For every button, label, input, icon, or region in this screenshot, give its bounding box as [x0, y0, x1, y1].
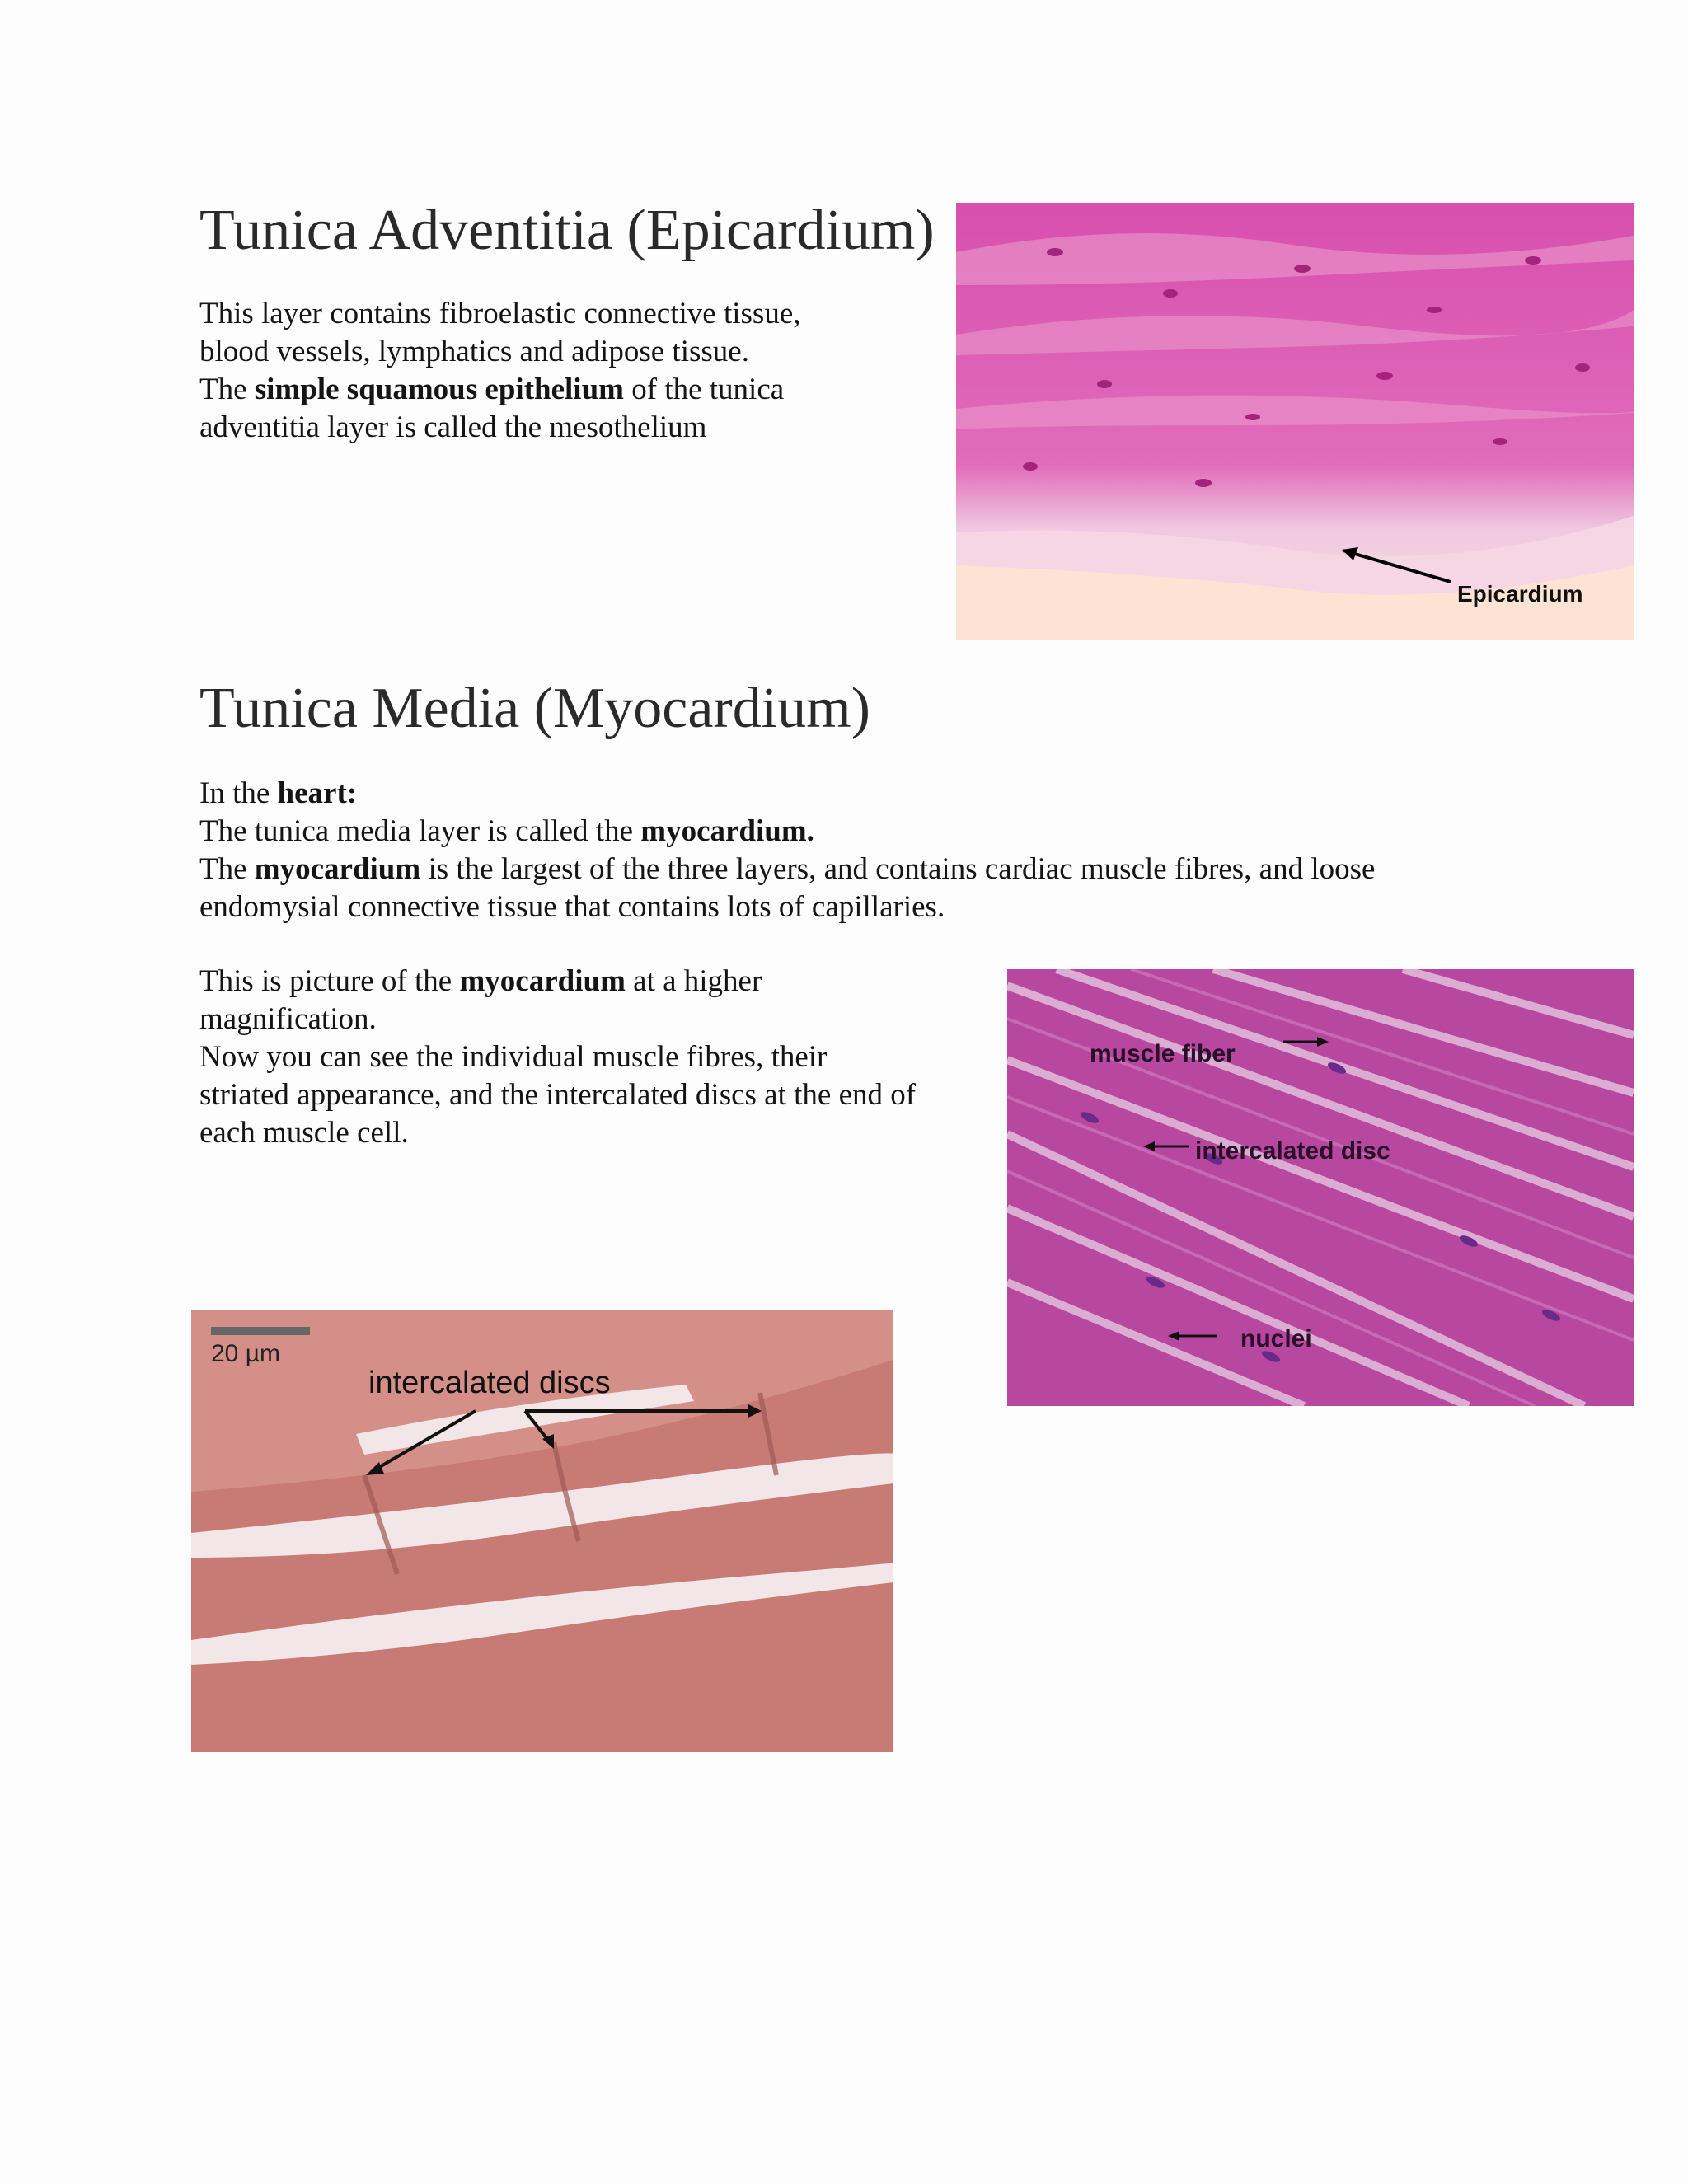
text-line: magnification. [199, 1002, 377, 1036]
text-line: adventitia layer is called the mesothelium [199, 410, 707, 444]
text-line: Now you can see the individual muscle fibres, their [199, 1040, 828, 1074]
magnification-description [199, 963, 916, 1152]
text-line [199, 851, 1375, 888]
muscle-fiber-label: muscle fiber [1090, 1040, 1236, 1067]
text-line: each muscle cell. [199, 1116, 409, 1150]
text-span: of the tunica [623, 373, 785, 406]
text-line: This layer contains fibroelastic connective tissue, [199, 297, 801, 330]
text-line: endomysial connective tissue that contains lots of capillaries. [199, 890, 945, 924]
epicardium-label: Epicardium [1457, 581, 1583, 607]
nuclei-label: nuclei [1240, 1325, 1312, 1352]
text-line [199, 775, 1375, 813]
bold-term: myocardium [459, 964, 626, 998]
text-line: blood vessels, lymphatics and adipose tissue. [199, 335, 749, 368]
text-span: This is picture of the [199, 964, 460, 998]
text-span: is the largest of the three layers, and contains cardiac muscle fibres, and loose [420, 852, 1376, 886]
scale-bar-label: 20 µm [211, 1340, 280, 1367]
text-span: The [199, 373, 255, 406]
text-span: In the [199, 776, 278, 810]
text-line: striated appearance, and the intercalated discs at the end of [199, 1078, 917, 1112]
text-span: The tunica media layer is called the [199, 814, 641, 848]
bold-term: simple squamous epithelium [254, 373, 624, 406]
text-line [199, 371, 801, 409]
intercalated-discs-micrograph [191, 1310, 893, 1752]
text-line [199, 963, 916, 1001]
bold-term: myocardium. [640, 814, 814, 848]
intercalated-disc-label: intercalated disc [1195, 1137, 1390, 1165]
bold-term: myocardium [254, 852, 421, 886]
bold-term: heart: [277, 776, 358, 810]
text-span: at a higher [625, 964, 762, 998]
section-title-adventitia: Tunica Adventitia (Epicardium) [199, 199, 935, 262]
adventitia-description [199, 295, 801, 447]
text-span: The [199, 852, 255, 886]
section-title-media: Tunica Media (Myocardium) [199, 677, 870, 740]
myocardium-micrograph [1007, 969, 1634, 1406]
epicardium-micrograph [956, 203, 1634, 640]
text-line [199, 813, 1375, 851]
intercalated-discs-label: intercalated discs [368, 1366, 611, 1400]
myocardium-description [199, 775, 1375, 926]
